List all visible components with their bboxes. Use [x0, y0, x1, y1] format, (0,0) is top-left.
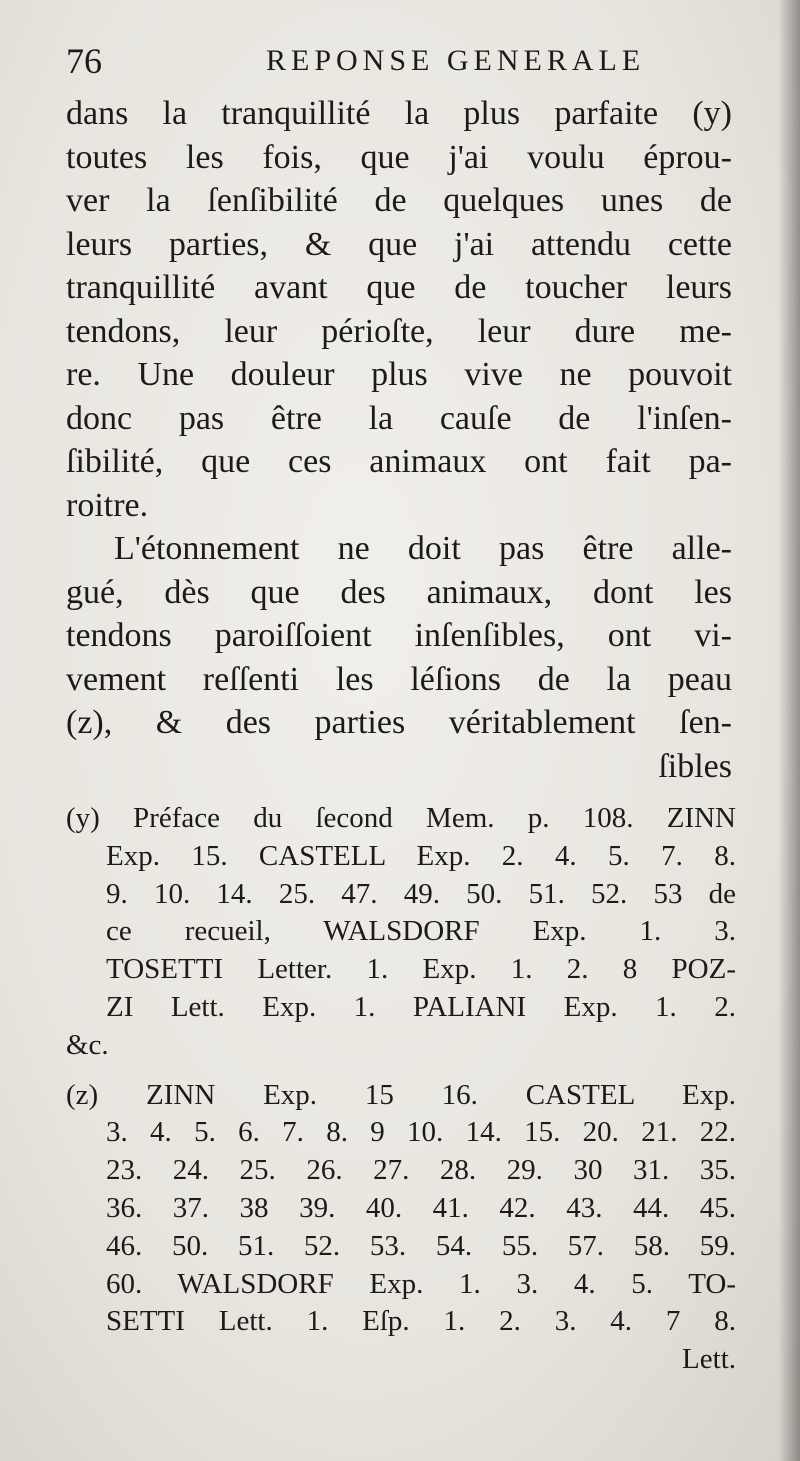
body-text	[66, 92, 732, 788]
footnote-line: 3. 4. 5. 6. 7. 8. 9 10. 14. 15. 20. 21. 22.	[106, 1116, 736, 1149]
footnote-line: 60. WALSDORF Exp. 1. 3. 4. 5. TO-	[106, 1267, 736, 1300]
body-line: ſibilité, que ces animaux ont fait pa-	[66, 443, 732, 480]
footnote-line: Exp. 15. CASTELL Exp. 2. 4. 5. 7. 8.	[106, 839, 736, 872]
footnote-line: 46. 50. 51. 52. 53. 54. 55. 57. 58. 59.	[106, 1229, 736, 1262]
footnote-line: ce recueil, WALSDORF Exp. 1. 3.	[106, 915, 736, 948]
footnotes	[66, 800, 736, 1379]
footnote-line: 9. 10. 14. 25. 47. 49. 50. 51. 52. 53 de	[106, 877, 736, 910]
body-line: re. Une douleur plus vive ne pouvoit	[66, 356, 732, 393]
body-line: tendons, leur périoſte, leur dure me-	[66, 312, 732, 350]
running-title: REPONSE GENERALE	[266, 44, 646, 77]
footnote-y	[66, 800, 736, 1065]
page-number: 76	[66, 41, 102, 81]
body-line: dans la tranquillité la plus parfaite (y)	[66, 95, 732, 132]
body-line: roitre.	[66, 486, 149, 524]
page-header	[66, 40, 736, 90]
footnote-line: TOSETTI Letter. 1. Exp. 1. 2. 8 POZ-	[106, 953, 736, 986]
footnote-line: (y) Préface du ſecond Mem. p. 108. ZINN	[66, 802, 736, 834]
footnote-line: ZI Lett. Exp. 1. PALIANI Exp. 1. 2.	[106, 990, 736, 1023]
body-line: tendons paroiſſoient inſenſibles, ont vi-	[66, 617, 732, 654]
footnote-line: 36. 37. 38 39. 40. 41. 42. 43. 44. 45.	[106, 1191, 736, 1224]
body-line: ver la ſenſibilité de quelques unes de	[66, 182, 732, 219]
footnote-z	[66, 1077, 736, 1379]
footnote-line: SETTI Lett. 1. Eſp. 1. 2. 3. 4. 7 8.	[106, 1305, 736, 1338]
footnote-line: &c.	[66, 1028, 109, 1061]
footnote-catchword: Lett.	[682, 1343, 736, 1376]
body-line: leurs parties, & que j'ai attendu cette	[66, 225, 732, 263]
body-line: vement reſſenti les léſions de la peau	[66, 660, 732, 698]
catchword: ſibles	[658, 747, 732, 785]
body-line: gué, dès que des animaux, dont les	[66, 573, 732, 611]
body-line: (z), & des parties véritablement ſen-	[66, 704, 732, 741]
body-line: L'étonnement ne doit pas être alle-	[114, 530, 732, 567]
body-line: toutes les fois, que j'ai voulu éprou-	[66, 138, 732, 176]
body-line: donc pas être la cauſe de l'inſen-	[66, 399, 732, 437]
footnote-line: (z) ZINN Exp. 15 16. CASTEL Exp.	[66, 1078, 736, 1111]
body-line: tranquillité avant que de toucher leurs	[66, 269, 732, 306]
footnote-line: 23. 24. 25. 26. 27. 28. 29. 30 31. 35.	[106, 1154, 736, 1187]
